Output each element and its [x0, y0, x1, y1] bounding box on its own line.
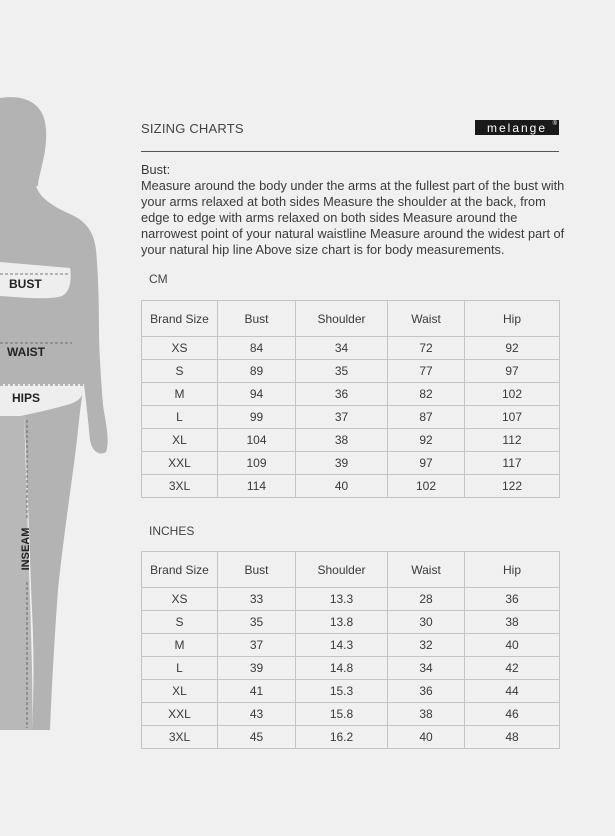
table-cell: 89 — [218, 360, 296, 383]
table-cell: 40 — [388, 726, 465, 749]
table-cell: 40 — [296, 475, 388, 498]
table-row — [142, 657, 560, 680]
table-cell: M — [142, 634, 218, 657]
column-header: Hip — [465, 552, 560, 588]
table-cell: 14.8 — [296, 657, 388, 680]
inches-unit-label: INCHES — [149, 524, 195, 538]
brand-logo — [475, 120, 559, 135]
table-header-row — [142, 552, 560, 588]
hips-label: HIPS — [12, 391, 41, 405]
table-cell: 84 — [218, 337, 296, 360]
waist-label: WAIST — [7, 345, 45, 359]
table-cell: XXL — [142, 452, 218, 475]
table-cell: 36 — [388, 680, 465, 703]
table-cell: 40 — [465, 634, 560, 657]
inseam-label: INSEAM — [20, 527, 32, 571]
table-cell: 112 — [465, 429, 560, 452]
table-cell: 39 — [218, 657, 296, 680]
description-text: Measure around the body under the arms at the fullest part of the bust with your arms relaxed at both sides Measure the shoulder at the back, from edge to edge with arms relaxed on both sides Measure around the narrowest point of your natural waistline Measure around the widest part of your natural hip line Above size chart is for body measurements. — [141, 178, 565, 257]
measurement-description — [141, 162, 571, 258]
table-cell: 3XL — [142, 475, 218, 498]
table-cell: XS — [142, 337, 218, 360]
table-row — [142, 337, 560, 360]
table-row — [142, 634, 560, 657]
table-cell: 38 — [465, 611, 560, 634]
table-cell: 92 — [388, 429, 465, 452]
table-cell: XXL — [142, 703, 218, 726]
table-header-row — [142, 301, 560, 337]
table-cell: 109 — [218, 452, 296, 475]
column-header: Waist — [388, 552, 465, 588]
table-cell: 43 — [218, 703, 296, 726]
table-row — [142, 703, 560, 726]
table-cell: 82 — [388, 383, 465, 406]
bust-label: BUST — [9, 277, 42, 291]
table-cell: XS — [142, 588, 218, 611]
column-header: Brand Size — [142, 301, 218, 337]
column-header: Shoulder — [296, 301, 388, 337]
column-header: Shoulder — [296, 552, 388, 588]
cm-unit-label: CM — [149, 272, 168, 286]
table-cell: S — [142, 611, 218, 634]
table-row — [142, 588, 560, 611]
table-cell: L — [142, 657, 218, 680]
table-cell: 99 — [218, 406, 296, 429]
table-cell: 16.2 — [296, 726, 388, 749]
table-cell: 38 — [296, 429, 388, 452]
table-row — [142, 429, 560, 452]
table-cell: 30 — [388, 611, 465, 634]
table-row — [142, 475, 560, 498]
table-cell: 36 — [465, 588, 560, 611]
table-cell: L — [142, 406, 218, 429]
table-cell: 15.8 — [296, 703, 388, 726]
table-cell: 97 — [465, 360, 560, 383]
table-cell: 35 — [218, 611, 296, 634]
page-title: SIZING CHARTS — [141, 121, 244, 136]
table-cell: XL — [142, 680, 218, 703]
table-cell: S — [142, 360, 218, 383]
header-divider — [141, 151, 559, 152]
table-cell: 44 — [465, 680, 560, 703]
table-cell: 15.3 — [296, 680, 388, 703]
column-header: Brand Size — [142, 552, 218, 588]
inches-size-table — [141, 551, 560, 749]
body-silhouette-figure — [0, 0, 120, 831]
column-header: Bust — [218, 301, 296, 337]
table-cell: 37 — [218, 634, 296, 657]
table-cell: 48 — [465, 726, 560, 749]
table-cell: 114 — [218, 475, 296, 498]
table-cell: 117 — [465, 452, 560, 475]
table-row — [142, 726, 560, 749]
table-cell: 72 — [388, 337, 465, 360]
table-cell: 41 — [218, 680, 296, 703]
table-cell: 77 — [388, 360, 465, 383]
column-header: Bust — [218, 552, 296, 588]
table-cell: 35 — [296, 360, 388, 383]
table-cell: 107 — [465, 406, 560, 429]
table-cell: 87 — [388, 406, 465, 429]
table-cell: 14.3 — [296, 634, 388, 657]
table-row — [142, 360, 560, 383]
table-cell: 36 — [296, 383, 388, 406]
column-header: Waist — [388, 301, 465, 337]
table-cell: 39 — [296, 452, 388, 475]
table-cell: 3XL — [142, 726, 218, 749]
table-cell: 13.8 — [296, 611, 388, 634]
brand-name: melange — [486, 120, 548, 135]
body-silhouette-icon — [0, 0, 120, 831]
column-header: Hip — [465, 301, 560, 337]
table-cell: 33 — [218, 588, 296, 611]
table-cell: 102 — [465, 383, 560, 406]
description-heading: Bust: — [141, 162, 171, 177]
table-row — [142, 611, 560, 634]
table-cell: 13.3 — [296, 588, 388, 611]
table-cell: 94 — [218, 383, 296, 406]
table-cell: 92 — [465, 337, 560, 360]
table-row — [142, 406, 560, 429]
table-cell: 28 — [388, 588, 465, 611]
table-cell: 34 — [388, 657, 465, 680]
table-cell: 122 — [465, 475, 560, 498]
table-cell: 102 — [388, 475, 465, 498]
cm-size-table — [141, 300, 560, 498]
table-cell: 38 — [388, 703, 465, 726]
table-row — [142, 680, 560, 703]
table-cell: 45 — [218, 726, 296, 749]
table-cell: 42 — [465, 657, 560, 680]
table-cell: 104 — [218, 429, 296, 452]
registered-mark: ® — [552, 121, 557, 127]
table-cell: 97 — [388, 452, 465, 475]
table-cell: M — [142, 383, 218, 406]
table-cell: 34 — [296, 337, 388, 360]
table-row — [142, 383, 560, 406]
table-cell: 37 — [296, 406, 388, 429]
table-cell: 46 — [465, 703, 560, 726]
table-row — [142, 452, 560, 475]
table-cell: 32 — [388, 634, 465, 657]
table-cell: XL — [142, 429, 218, 452]
